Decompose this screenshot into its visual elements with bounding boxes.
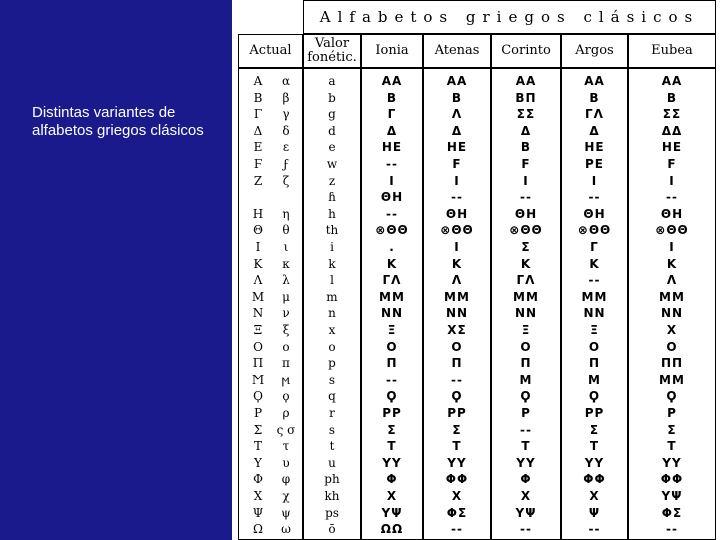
cell-actual-lower: ψ: [281, 505, 291, 520]
cell-corinto: ΓΛ: [516, 273, 536, 288]
cell-actual-lower: η: [282, 206, 290, 221]
cell-eubea: ⊗ΘΘ: [655, 223, 689, 238]
cell-atenas: Ϙ: [451, 389, 463, 404]
cell-argos: ΡΕ: [585, 157, 604, 171]
cell-corinto: Ι: [523, 173, 529, 188]
cell-actual-upper: Λ: [253, 273, 263, 288]
cell-actual-upper: Ι: [255, 240, 261, 254]
cell-argos: ΜΜ: [581, 289, 608, 304]
cell-argos: Χ: [589, 489, 600, 503]
cell-phonetic: i: [330, 240, 334, 254]
cell-phonetic: t: [329, 439, 335, 454]
cell-eubea: ΠΠ: [660, 356, 684, 371]
cell-argos: Σ: [589, 422, 600, 437]
cell-atenas: Τ: [452, 439, 462, 454]
cell-actual-upper: Ρ: [253, 406, 263, 420]
cell-phonetic: p: [328, 356, 336, 371]
cell-phonetic: ps: [325, 505, 339, 520]
cell-eubea: ΣΣ: [662, 107, 682, 122]
cell-actual-lower: ν: [282, 306, 290, 321]
cell-actual-lower: ς σ: [276, 422, 296, 437]
cell-actual-upper: Β: [253, 90, 263, 105]
cell-argos: Τ: [589, 439, 600, 454]
cell-eubea: ΥΥ: [662, 455, 682, 470]
cell-corinto: Π: [520, 356, 532, 371]
cell-atenas: Β: [451, 90, 463, 105]
cell-actual-upper: Τ: [253, 439, 262, 454]
cell-argos: Γ: [590, 240, 599, 254]
cell-argos: ΦΦ: [583, 472, 606, 487]
cell-actual-upper: Υ: [254, 455, 262, 470]
cell-ionia: Ο: [386, 339, 398, 354]
cell-ionia: Ϙ: [386, 389, 398, 404]
cell-ionia: Τ: [387, 439, 397, 454]
cell-phonetic: q: [328, 389, 336, 404]
cell-phonetic: h: [328, 206, 336, 221]
cell-actual-lower: ι: [283, 240, 289, 254]
cell-phonetic: a: [328, 74, 336, 88]
cell-corinto: ΜΜ: [513, 289, 539, 304]
cell-corinto: Β: [520, 140, 532, 155]
cell-phonetic: r: [329, 406, 335, 420]
cell-ionia: ΑΑ: [381, 74, 403, 88]
cell-ionia: Β: [386, 90, 398, 105]
cell-eubea: Χ: [666, 323, 678, 337]
cell-eubea: Ϝ: [667, 157, 677, 171]
cell-actual-upper: Ε: [253, 140, 263, 155]
cell-actual-lower: φ: [281, 472, 291, 487]
cell-eubea: Κ: [666, 256, 678, 271]
cell-actual-upper: Ζ: [253, 173, 263, 188]
cell-ionia: ΥΨ: [381, 505, 403, 520]
cell-eubea: Ρ: [667, 406, 677, 420]
cell-phonetic: e: [328, 140, 336, 155]
cell-ionia: ΓΛ: [382, 273, 402, 288]
cell-corinto: ⊗ΘΘ: [509, 223, 543, 238]
cell-phonetic: ph: [324, 472, 340, 487]
cell-actual-upper: Γ: [253, 107, 263, 122]
cell-corinto: ΣΣ: [516, 107, 536, 122]
header-atenas: Atenas: [423, 34, 491, 68]
cell-ionia: Σ: [387, 422, 397, 437]
cell-corinto: Τ: [521, 439, 531, 454]
cell-atenas: Λ: [451, 107, 463, 122]
cell-eubea: Ι: [669, 240, 675, 254]
cell-actual-upper: Θ: [253, 223, 263, 238]
cell-eubea: Ι: [669, 173, 675, 188]
cell-eubea: ΝΝ: [660, 306, 684, 321]
cell-ionia: ΘΗ: [380, 190, 404, 205]
cell-phonetic: w: [326, 157, 338, 171]
cell-eubea: Τ: [667, 439, 677, 454]
cell-atenas: --: [451, 372, 463, 387]
cell-actual-lower: ϻ: [281, 372, 291, 387]
header-actual: Actual: [238, 34, 303, 68]
cell-ionia: Δ: [386, 123, 398, 138]
cell-phonetic: b: [328, 90, 336, 105]
cell-eubea: ΑΑ: [661, 74, 683, 88]
cell-actual-upper: Χ: [253, 489, 263, 503]
cell-argos: Π: [588, 356, 601, 371]
cell-corinto: Ξ: [521, 323, 531, 337]
cell-ionia: Π: [386, 356, 398, 371]
cell-corinto: Ϙ: [520, 389, 532, 404]
cell-argos: Ι: [591, 173, 598, 188]
cell-actual-lower: ξ: [282, 323, 290, 337]
cell-atenas: --: [451, 522, 463, 537]
cell-actual-upper: Ϻ: [251, 372, 265, 387]
cell-phonetic: th: [325, 223, 339, 238]
cell-actual-lower: μ: [282, 289, 290, 304]
cell-atenas: ⊗ΘΘ: [440, 223, 474, 238]
cell-atenas: Ι: [454, 173, 460, 188]
cell-atenas: Ι: [454, 240, 460, 254]
cell-atenas: Ϝ: [452, 157, 462, 171]
cell-corinto: Κ: [520, 256, 532, 271]
cell-argos: ΘΗ: [583, 206, 606, 221]
cell-argos: --: [588, 522, 601, 537]
cell-ionia: ΗΕ: [381, 140, 403, 155]
cell-atenas: ΝΝ: [445, 306, 469, 321]
cell-ionia: --: [386, 372, 398, 387]
cell-argos: ΡΡ: [584, 406, 605, 420]
cell-actual-lower: τ: [282, 439, 290, 454]
cell-atenas: ΡΡ: [447, 406, 467, 420]
cell-phonetic: kh: [324, 489, 340, 503]
cell-argos: ΑΑ: [584, 74, 605, 88]
cell-argos: Μ: [588, 372, 601, 387]
cell-atenas: Λ: [451, 273, 463, 288]
cell-ionia: ΥΥ: [382, 455, 402, 470]
cell-atenas: --: [451, 190, 463, 205]
header-ionia: Ionia: [361, 34, 423, 68]
cell-eubea: Λ: [666, 273, 678, 288]
cell-eubea: Ϙ: [666, 389, 678, 404]
cell-corinto: Φ: [520, 472, 532, 487]
cell-actual-lower: ϙ: [282, 389, 290, 404]
cell-phonetic: x: [328, 323, 336, 337]
cell-actual-upper: Φ: [253, 472, 263, 487]
cell-corinto: Ϝ: [521, 157, 531, 171]
cell-atenas: ΧΣ: [447, 323, 467, 337]
cell-ionia: ΩΩ: [380, 522, 404, 537]
cell-atenas: ΜΜ: [444, 289, 470, 304]
cell-actual-lower: ρ: [282, 406, 290, 420]
cell-ionia: Κ: [386, 256, 398, 271]
cell-phonetic: l: [330, 273, 334, 288]
cell-eubea: Β: [666, 90, 678, 105]
cell-argos: ΥΥ: [584, 455, 605, 470]
cell-corinto: ΥΨ: [515, 505, 537, 520]
cell-argos: Ξ: [590, 323, 599, 337]
cell-ionia: Χ: [386, 489, 398, 503]
cell-corinto: Μ: [519, 372, 533, 387]
cell-phonetic: m: [326, 289, 338, 304]
cell-actual-lower: δ: [282, 123, 290, 138]
header-argos: Argos: [561, 34, 628, 68]
cell-eubea: --: [666, 190, 678, 205]
cell-phonetic: s: [328, 422, 336, 437]
cell-actual-lower: ε: [282, 140, 290, 155]
cell-ionia: Ι: [389, 173, 395, 188]
cell-actual-upper: Κ: [253, 256, 263, 271]
cell-eubea: ΔΔ: [661, 123, 683, 138]
cell-eubea: ΦΣ: [661, 505, 683, 520]
cell-actual-lower: γ: [282, 107, 290, 122]
cell-atenas: ΑΑ: [446, 74, 468, 88]
cell-actual-lower: υ: [282, 455, 290, 470]
cell-ionia: --: [386, 157, 398, 171]
cell-actual-upper: Ν: [252, 306, 264, 321]
cell-corinto: Ο: [520, 339, 532, 354]
cell-argos: ΗΕ: [584, 140, 605, 155]
cell-actual-upper: Ξ: [253, 323, 263, 337]
cell-eubea: ΦΦ: [660, 472, 684, 487]
cell-argos: Β: [589, 90, 600, 105]
cell-atenas: Κ: [451, 256, 463, 271]
cell-argos: --: [588, 273, 601, 288]
cell-phonetic: o: [328, 339, 336, 354]
cell-corinto: ΑΑ: [515, 74, 537, 88]
cell-corinto: --: [520, 190, 532, 205]
slide-caption: Distintas variantes de alfabetos griegos clásicos: [32, 104, 204, 139]
cell-atenas: Χ: [451, 489, 463, 503]
cell-phonetic: n: [328, 306, 336, 321]
cell-argos: Κ: [589, 256, 600, 271]
cell-corinto: ΒΠ: [515, 90, 537, 105]
cell-actual-upper: Ϙ: [253, 389, 263, 404]
cell-ionia: ΜΜ: [379, 289, 405, 304]
cell-argos: Ϙ: [588, 389, 601, 404]
cell-actual-upper: Δ: [253, 123, 263, 138]
cell-actual-lower: π: [282, 356, 290, 371]
cell-argos: Ο: [588, 339, 601, 354]
cell-eubea: Ο: [666, 339, 678, 354]
cell-actual-upper: Ϝ: [253, 157, 263, 171]
cell-actual-lower: ω: [281, 522, 291, 537]
cell-corinto: ΘΗ: [514, 206, 538, 221]
cell-actual-lower: χ: [282, 489, 290, 503]
cell-corinto: Σ: [521, 240, 531, 254]
cell-ionia: ΡΡ: [382, 406, 402, 420]
header-corinto: Corinto: [491, 34, 561, 68]
cell-corinto: ΝΝ: [514, 306, 538, 321]
cell-atenas: ΘΗ: [445, 206, 469, 221]
cell-actual-lower: α: [281, 74, 291, 88]
cell-ionia: ΝΝ: [380, 306, 404, 321]
cell-phonetic: g: [328, 107, 336, 122]
cell-actual-upper: Ο: [253, 339, 263, 354]
cell-atenas: Δ: [451, 123, 463, 138]
cell-phonetic: ō: [328, 522, 336, 537]
cell-atenas: ΥΥ: [447, 455, 467, 470]
cell-phonetic: k: [328, 256, 336, 271]
cell-eubea: ΜΜ: [659, 372, 685, 387]
cell-actual-upper: Ω: [253, 522, 263, 537]
cell-actual-upper: Ψ: [252, 505, 264, 520]
cell-argos: --: [588, 190, 601, 205]
cell-argos: ⊗ΘΘ: [577, 223, 612, 238]
cell-corinto: Δ: [520, 123, 532, 138]
cell-eubea: ΗΕ: [661, 140, 683, 155]
cell-phonetic: d: [328, 123, 336, 138]
cell-atenas: ΦΣ: [446, 505, 468, 520]
cell-eubea: ΥΨ: [661, 489, 683, 503]
cell-atenas: Ο: [451, 339, 463, 354]
cell-actual-lower: ζ: [282, 173, 290, 188]
alphabet-table: [232, 0, 720, 540]
cell-ionia: Φ: [386, 472, 398, 487]
cell-phonetic: s: [328, 372, 336, 387]
cell-actual-lower: κ: [282, 256, 290, 271]
cell-ionia: Γ: [387, 107, 397, 122]
cell-actual-lower: ο: [282, 339, 290, 354]
cell-argos: Ψ: [588, 505, 601, 520]
cell-eubea: --: [666, 522, 678, 537]
cell-actual-lower: λ: [282, 273, 290, 288]
left-panel: [0, 0, 232, 540]
cell-corinto: Ρ: [521, 406, 531, 420]
cell-corinto: --: [520, 422, 532, 437]
cell-argos: Δ: [589, 123, 600, 138]
header-eubea: Eubea: [628, 34, 716, 68]
cell-actual-upper: Π: [252, 356, 264, 371]
cell-ionia: Ξ: [387, 323, 397, 337]
cell-actual-lower: θ: [282, 223, 290, 238]
cell-actual-upper: Η: [252, 206, 264, 221]
cell-actual-upper: Μ: [251, 289, 265, 304]
cell-corinto: --: [520, 522, 532, 537]
cell-argos: ΓΛ: [585, 107, 604, 122]
cell-corinto: ΥΥ: [516, 455, 536, 470]
cell-atenas: ΗΕ: [446, 140, 468, 155]
cell-actual-upper: Α: [253, 74, 263, 88]
cell-eubea: ΘΗ: [660, 206, 684, 221]
cell-actual-upper: Σ: [253, 422, 263, 437]
table-title: Alfabetos griegos clásicos: [303, 0, 716, 34]
cell-argos: ΝΝ: [583, 306, 606, 321]
cell-atenas: Π: [451, 356, 463, 371]
cell-ionia: ⊗ΘΘ: [375, 223, 409, 238]
table-frame: [238, 0, 716, 540]
cell-ionia: .: [389, 240, 395, 254]
cell-phonetic: z: [328, 173, 336, 188]
cell-corinto: Χ: [520, 489, 532, 503]
cell-eubea: ΜΜ: [659, 289, 685, 304]
cell-phonetic: u: [328, 455, 336, 470]
header-phonetic: Valor fonétic.: [303, 34, 361, 68]
cell-actual-lower: β: [282, 90, 290, 105]
cell-eubea: Σ: [667, 422, 677, 437]
cell-actual-lower: ϝ: [283, 157, 289, 171]
cell-ionia: --: [386, 206, 398, 221]
cell-atenas: ΦΦ: [445, 472, 469, 487]
cell-atenas: Σ: [452, 422, 462, 437]
cell-phonetic: ɦ: [328, 190, 336, 205]
